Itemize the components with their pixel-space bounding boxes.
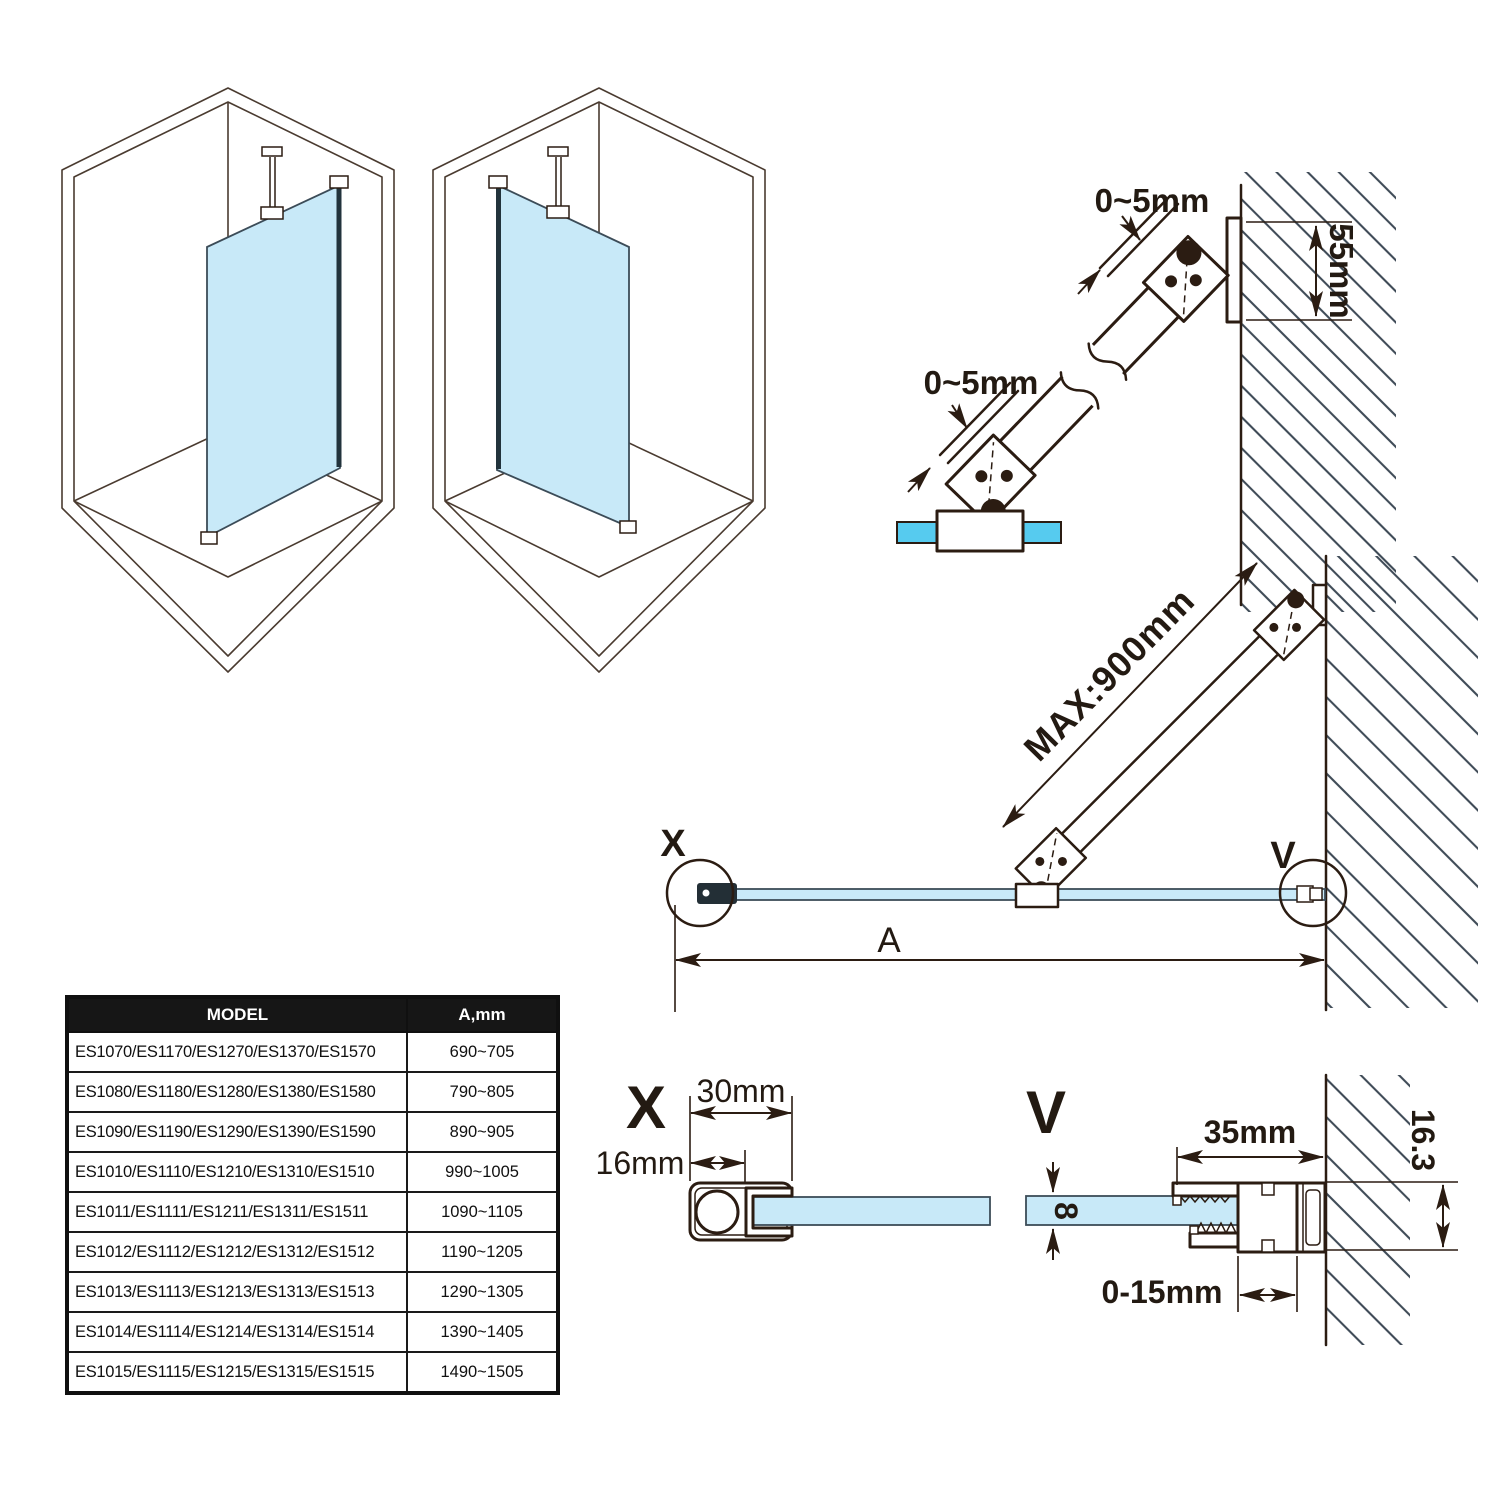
gap-arrow (908, 468, 930, 492)
model-table-wrap (65, 995, 556, 1395)
wall-hatch (1327, 556, 1478, 1008)
wall-hatch (1327, 1075, 1410, 1345)
table-row (67, 1232, 558, 1272)
model-cell: ES1013/ES1113/ES1213/ES1313/ES1513 (67, 1272, 407, 1312)
table-row (67, 1272, 558, 1312)
a-cell: 1090~1105 (407, 1192, 558, 1232)
model-cell: ES1015/ES1115/ES1215/ES1315/ES1515 (67, 1352, 407, 1393)
table-row (67, 1072, 558, 1112)
table-row (67, 1032, 558, 1072)
plan-label-a: A (877, 921, 901, 960)
wall-height-label: 55mm (1323, 223, 1360, 319)
a-cell: 890~905 (407, 1112, 558, 1152)
rod-glass-clamp (547, 206, 569, 218)
max-length-label: MAX:900mm (1015, 579, 1203, 769)
glass-piece (897, 522, 937, 543)
a-cell: 1290~1305 (407, 1272, 558, 1312)
col-header-model: MODEL (67, 997, 407, 1032)
table-header-row (67, 997, 558, 1032)
a-cell: 990~1005 (407, 1152, 558, 1192)
clamp-arm-bottom (1190, 1233, 1238, 1247)
top-wall-bracket (489, 176, 507, 188)
detail-support-bar (897, 172, 1396, 612)
wall-rail (1297, 1183, 1325, 1252)
model-cell: ES1012/ES1112/ES1212/ES1312/ES1512 (67, 1232, 407, 1272)
gap-arrow (1078, 270, 1100, 294)
gap-upper-label: 0~5mm (1094, 182, 1210, 219)
detail-v (1026, 1075, 1458, 1345)
gap-lower-label: 0~5mm (923, 364, 1039, 401)
floor-fitting (620, 521, 636, 533)
detail-x (596, 1073, 990, 1240)
glass-panel (207, 185, 340, 537)
table-row (67, 1352, 558, 1393)
model-cell: ES1090/ES1190/ES1290/ES1390/ES1590 (67, 1112, 407, 1152)
a-cell: 1490~1505 (407, 1352, 558, 1393)
depth-label: 16.3 (1405, 1108, 1441, 1172)
isometric-view-left (433, 88, 765, 672)
glass-panel (753, 1197, 990, 1225)
plan-view (660, 556, 1478, 1012)
a-cell: 790~805 (407, 1072, 558, 1112)
plan-label-v: V (1270, 835, 1296, 877)
table-row (67, 1192, 558, 1232)
model-table (65, 995, 560, 1395)
col-header-a-mm: A,mm (407, 997, 558, 1032)
table-row (67, 1112, 558, 1152)
wall-plate (1227, 218, 1241, 322)
table-row (67, 1312, 558, 1352)
glass-piece (1023, 522, 1061, 543)
floor-fitting (201, 532, 217, 544)
isometric-view-right (62, 88, 394, 672)
clamp-arm-top (1173, 1183, 1238, 1196)
a-cell: 1390~1405 (407, 1312, 558, 1352)
table-row (67, 1152, 558, 1192)
ceiling-bracket (548, 147, 568, 156)
glass-panel (497, 185, 629, 527)
profile-tube (696, 1191, 738, 1233)
model-cell: ES1010/ES1110/ES1210/ES1310/ES1510 (67, 1152, 407, 1192)
rod-glass-clamp (261, 207, 283, 219)
plan-label-x: X (660, 823, 686, 865)
a-cell: 690~705 (407, 1032, 558, 1072)
detail-x-inset-label: 16mm (595, 1145, 685, 1181)
ceiling-bracket (262, 147, 282, 156)
model-cell: ES1080/ES1180/ES1280/ES1380/ES1580 (67, 1072, 407, 1112)
glass-clamp (937, 511, 1023, 551)
a-cell: 1190~1205 (407, 1232, 558, 1272)
top-wall-bracket (330, 176, 348, 188)
glass-panel-plan (700, 889, 1325, 900)
detail-v-label: V (1025, 1079, 1067, 1146)
model-cell: ES1014/ES1114/ES1214/ES1314/ES1514 (67, 1312, 407, 1352)
detail-x-label: X (625, 1074, 667, 1141)
detail-x-width-label: 30mm (696, 1073, 786, 1109)
wall-hatch (1242, 172, 1396, 612)
bar-glass-clamp (1016, 884, 1058, 907)
adjust-range-label: 0-15mm (1101, 1274, 1223, 1310)
detail-v-width-label: 35mm (1203, 1114, 1297, 1150)
model-cell: ES1070/ES1170/ES1270/ES1370/ES1570 (67, 1032, 407, 1072)
glass-thickness-label: 8 (1048, 1202, 1084, 1220)
model-cell: ES1011/ES1111/ES1211/ES1311/ES1511 (67, 1192, 407, 1232)
gap-arrow (952, 405, 967, 428)
